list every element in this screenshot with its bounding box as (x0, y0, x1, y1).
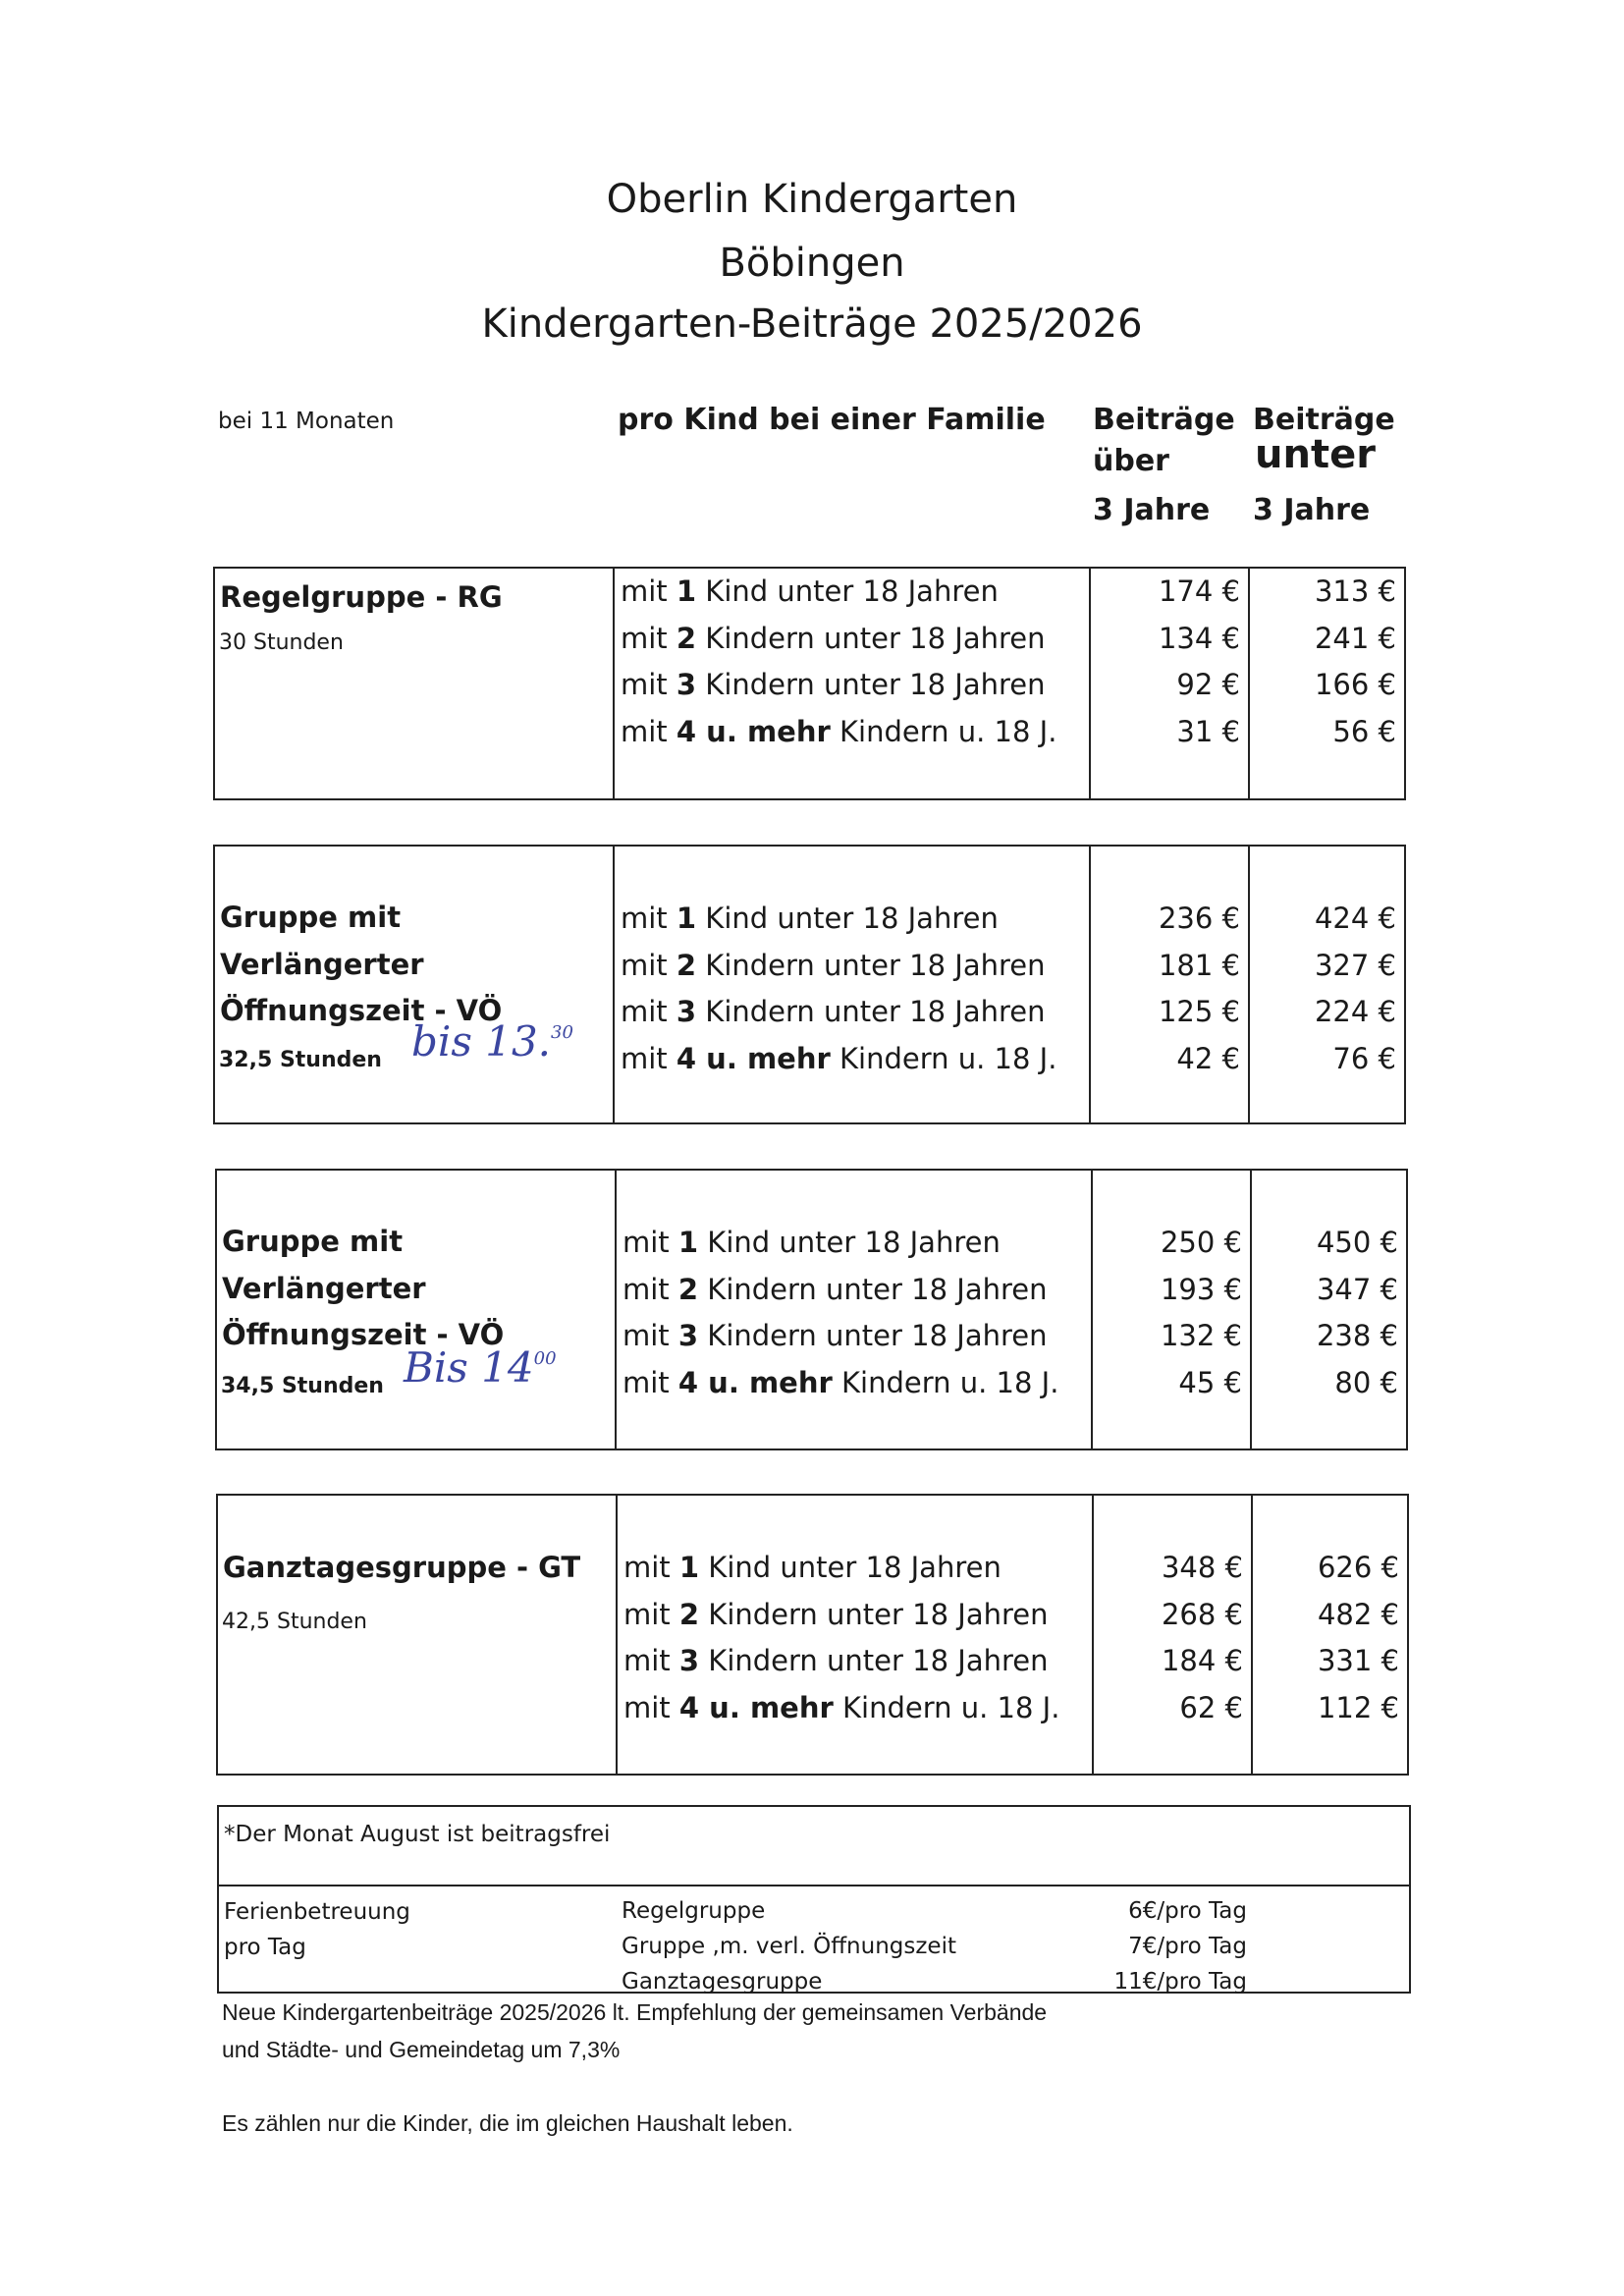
fee-under-3: 80 € (1334, 1365, 1398, 1399)
note-increase-cont: und Städte- und Gemeindetag um 7,3% (222, 2037, 621, 2062)
group-name-cell (217, 1171, 615, 1449)
fee-under-3: 313 € (1314, 574, 1396, 608)
fee-over-3: 134 € (1158, 621, 1240, 655)
over-header-3: 3 Jahre (1093, 493, 1211, 527)
over-header-2: über (1093, 444, 1169, 478)
family-size-row: mit 2 Kindern unter 18 Jahren (621, 621, 1046, 655)
fee-over-3-cell (1091, 1171, 1250, 1449)
fee-over-3-cell (1089, 847, 1248, 1122)
group-title: Öffnungszeit - VÖ (222, 1318, 505, 1351)
fee-over-3: 174 € (1158, 574, 1240, 608)
under-header-2: unter (1255, 432, 1376, 477)
divider (219, 1885, 1409, 1886)
fee-under-3: 327 € (1314, 948, 1396, 982)
family-size-row: mit 4 u. mehr Kindern u. 18 J. (623, 1690, 1060, 1724)
family-size-cell (616, 1496, 1092, 1774)
fee-group-box (213, 567, 1406, 800)
fee-under-3: 450 € (1316, 1226, 1398, 1259)
fee-under-3-cell (1248, 847, 1404, 1122)
august-note: *Der Monat August ist beitragsfrei (224, 1822, 611, 1847)
group-hours: 32,5 Stunden (219, 1048, 382, 1072)
fee-over-3: 125 € (1158, 995, 1240, 1028)
fee-group-box (215, 1169, 1408, 1450)
group-name-cell (215, 847, 613, 1122)
fee-under-3: 112 € (1317, 1690, 1399, 1724)
fee-under-3: 347 € (1316, 1272, 1398, 1306)
family-size-row: mit 2 Kindern unter 18 Jahren (623, 1272, 1048, 1306)
group-title: Ganztagesgruppe - GT (223, 1551, 581, 1584)
family-size-row: mit 1 Kind unter 18 Jahren (621, 574, 999, 608)
title-location: Böbingen (719, 241, 905, 286)
fee-over-3: 184 € (1161, 1644, 1243, 1677)
family-size-row: mit 4 u. mehr Kindern u. 18 J. (621, 714, 1057, 748)
fee-group-box (213, 845, 1406, 1124)
holiday-care-unit: pro Tag (224, 1935, 306, 1960)
fee-over-3: 268 € (1161, 1597, 1243, 1631)
family-size-row: mit 4 u. mehr Kindern u. 18 J. (623, 1365, 1059, 1399)
group-name-cell (218, 1496, 616, 1774)
handwritten-closing-time: bis 13.30 (411, 1017, 573, 1066)
fee-over-3-cell (1089, 569, 1248, 798)
group-title: Verlängerter (222, 1271, 426, 1305)
fee-over-3: 193 € (1160, 1272, 1242, 1306)
family-size-cell (613, 569, 1089, 798)
fee-under-3-cell (1251, 1496, 1407, 1774)
fee-over-3-cell (1092, 1496, 1251, 1774)
fee-under-3: 424 € (1314, 902, 1396, 935)
fee-under-3: 56 € (1332, 714, 1396, 748)
fee-over-3: 348 € (1161, 1551, 1243, 1584)
family-size-cell (615, 1171, 1091, 1449)
holiday-item-name: Gruppe ,m. verl. Öffnungszeit (622, 1934, 956, 1959)
family-size-row: mit 2 Kindern unter 18 Jahren (621, 948, 1046, 982)
handwritten-closing-time: Bis $14^{00}$ (404, 1343, 557, 1392)
group-title: Verlängerter (220, 947, 424, 981)
fee-group-box (216, 1494, 1409, 1776)
period-label: bei 11 Monaten (218, 409, 395, 434)
fee-over-3: 42 € (1176, 1041, 1240, 1075)
family-size-cell (613, 847, 1089, 1122)
family-size-row: mit 4 u. mehr Kindern u. 18 J. (621, 1041, 1057, 1075)
holiday-item-price: 11€/pro Tag (1113, 1969, 1247, 1995)
fee-over-3: 181 € (1158, 948, 1240, 982)
under-header-1: Beiträge (1253, 403, 1395, 437)
holiday-item-name: Regelgruppe (622, 1898, 766, 1924)
fee-over-3: 31 € (1176, 714, 1240, 748)
basis-label: pro Kind bei einer Familie (618, 403, 1046, 437)
group-title: Gruppe mit (222, 1225, 404, 1258)
note-household: Es zählen nur die Kinder, die im gleichen Haushalt leben. (222, 2110, 793, 2136)
fee-under-3: 166 € (1314, 668, 1396, 701)
group-title: Regelgruppe - RG (220, 580, 503, 614)
fee-under-3: 482 € (1317, 1597, 1399, 1631)
group-name-cell (215, 569, 613, 798)
note-increase: Neue Kindergartenbeiträge 2025/2026 lt. Empfehlung der gemeinsamen Verbände (222, 1999, 1048, 2025)
fee-over-3: 62 € (1179, 1690, 1243, 1724)
group-hours: 30 Stunden (219, 630, 344, 655)
fee-under-3: 241 € (1314, 621, 1396, 655)
holiday-care-box (217, 1805, 1411, 1994)
family-size-row: mit 1 Kind unter 18 Jahren (621, 902, 999, 935)
holiday-item-name: Ganztagesgruppe (622, 1969, 823, 1995)
fee-over-3: 45 € (1178, 1365, 1242, 1399)
family-size-row: mit 1 Kind unter 18 Jahren (623, 1551, 1001, 1584)
holiday-care-label: Ferienbetreuung (224, 1899, 410, 1925)
family-size-row: mit 3 Kindern unter 18 Jahren (621, 668, 1046, 701)
fee-over-3: 132 € (1160, 1319, 1242, 1352)
group-hours: 34,5 Stunden (221, 1374, 384, 1398)
family-size-row: mit 3 Kindern unter 18 Jahren (623, 1644, 1049, 1677)
family-size-row: mit 3 Kindern unter 18 Jahren (621, 995, 1046, 1028)
family-size-row: mit 2 Kindern unter 18 Jahren (623, 1597, 1049, 1631)
fee-under-3: 238 € (1316, 1319, 1398, 1352)
group-title: Öffnungszeit - VÖ (220, 994, 503, 1027)
group-title: Gruppe mit (220, 901, 402, 934)
family-size-row: mit 1 Kind unter 18 Jahren (623, 1226, 1001, 1259)
fee-over-3: 92 € (1176, 668, 1240, 701)
holiday-item-price: 6€/pro Tag (1128, 1898, 1247, 1924)
fee-over-3: 236 € (1158, 902, 1240, 935)
fee-under-3: 224 € (1314, 995, 1396, 1028)
group-hours: 42,5 Stunden (222, 1610, 367, 1634)
fee-under-3: 331 € (1317, 1644, 1399, 1677)
under-header-3: 3 Jahre (1253, 493, 1371, 527)
fee-under-3-cell (1248, 569, 1404, 798)
fee-under-3-cell (1250, 1171, 1406, 1449)
fee-under-3: 626 € (1317, 1551, 1399, 1584)
over-header-1: Beiträge (1093, 403, 1235, 437)
fee-under-3: 76 € (1332, 1041, 1396, 1075)
fee-over-3: 250 € (1160, 1226, 1242, 1259)
holiday-item-price: 7€/pro Tag (1128, 1934, 1247, 1959)
title-kindergarten: Oberlin Kindergarten (606, 177, 1018, 222)
family-size-row: mit 3 Kindern unter 18 Jahren (623, 1319, 1048, 1352)
title-fees: Kindergarten-Beiträge 2025/2026 (481, 301, 1143, 347)
